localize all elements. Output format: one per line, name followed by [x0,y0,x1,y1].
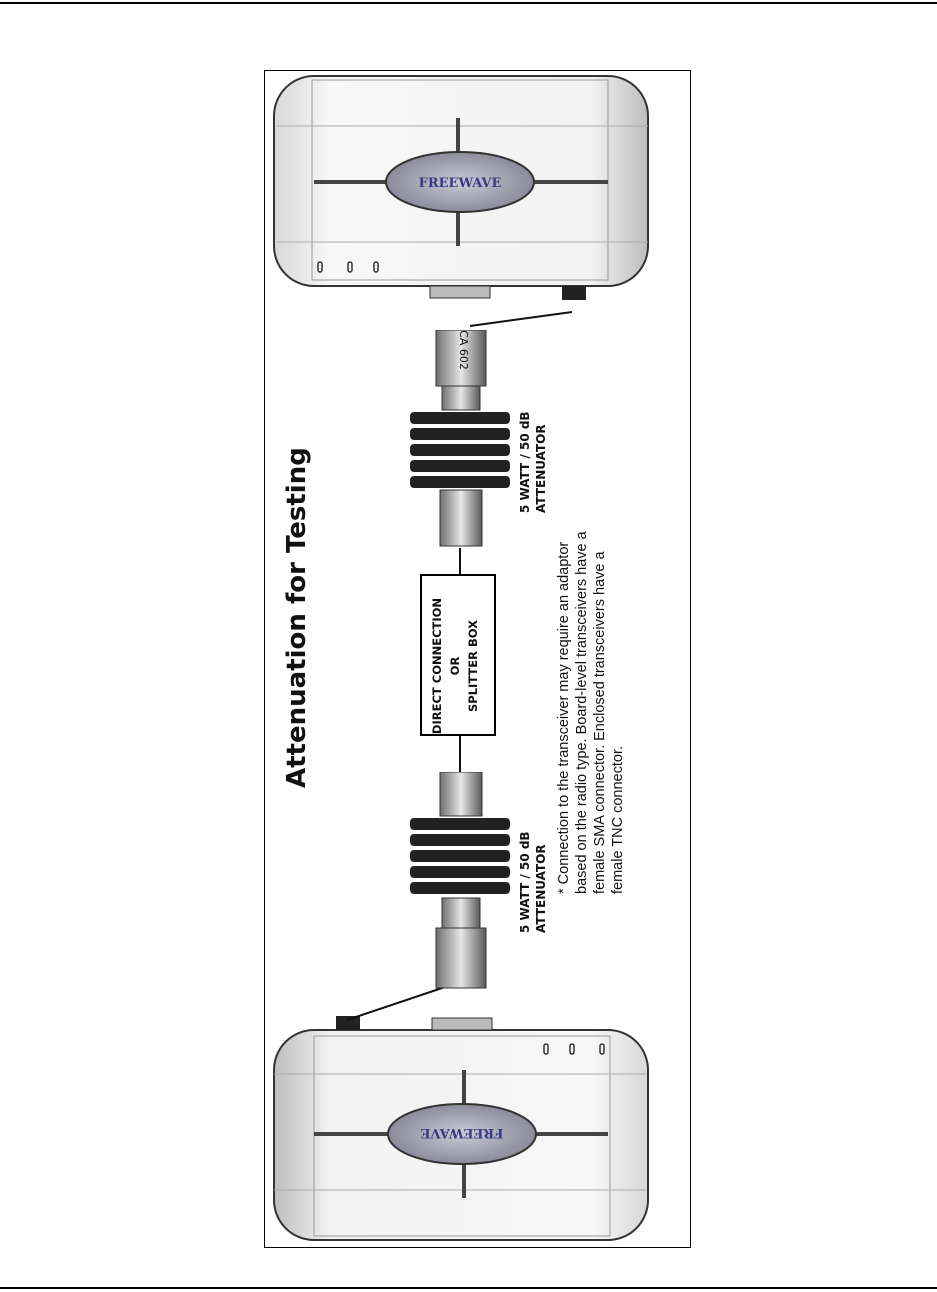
attenuator-right-graphic [400,330,520,550]
svg-text:FREEWAVE: FREEWAVE [418,176,502,191]
attenuator-left-label [517,823,553,933]
attenuator-left-line2: ATTENUATOR [534,844,548,933]
attenuator-left-graphic [400,772,520,992]
footnote-line3: female SMA connector. Enclosed transceivers have a [592,551,608,894]
attenuator-right-line2: ATTENUATOR [534,424,548,513]
center-box-line1: DIRECT CONNECTION [430,597,444,735]
svg-text:CA 602: CA 602 [457,330,470,370]
footnote [555,454,635,894]
svg-text:FREEWAVE: FREEWAVE [420,1125,504,1140]
diagram-title: Attenuation for Testing [282,447,312,788]
center-box-line2: OR [448,656,462,676]
footnote-line1: * Connection to the transceiver may require an adaptor [556,541,572,894]
attenuator-right-line1: 5 WATT / 50 dB [518,411,532,513]
center-box-text [428,596,488,736]
attenuator-left-line1: 5 WATT / 50 dB [518,831,532,933]
footnote-line2: based on the radio type. Board-level transceivers have a [574,531,590,894]
center-box-line3: SPLITTER BOX [466,620,480,712]
footnote-line4: female TNC connector. [610,745,626,894]
attenuator-right-label [517,403,553,513]
